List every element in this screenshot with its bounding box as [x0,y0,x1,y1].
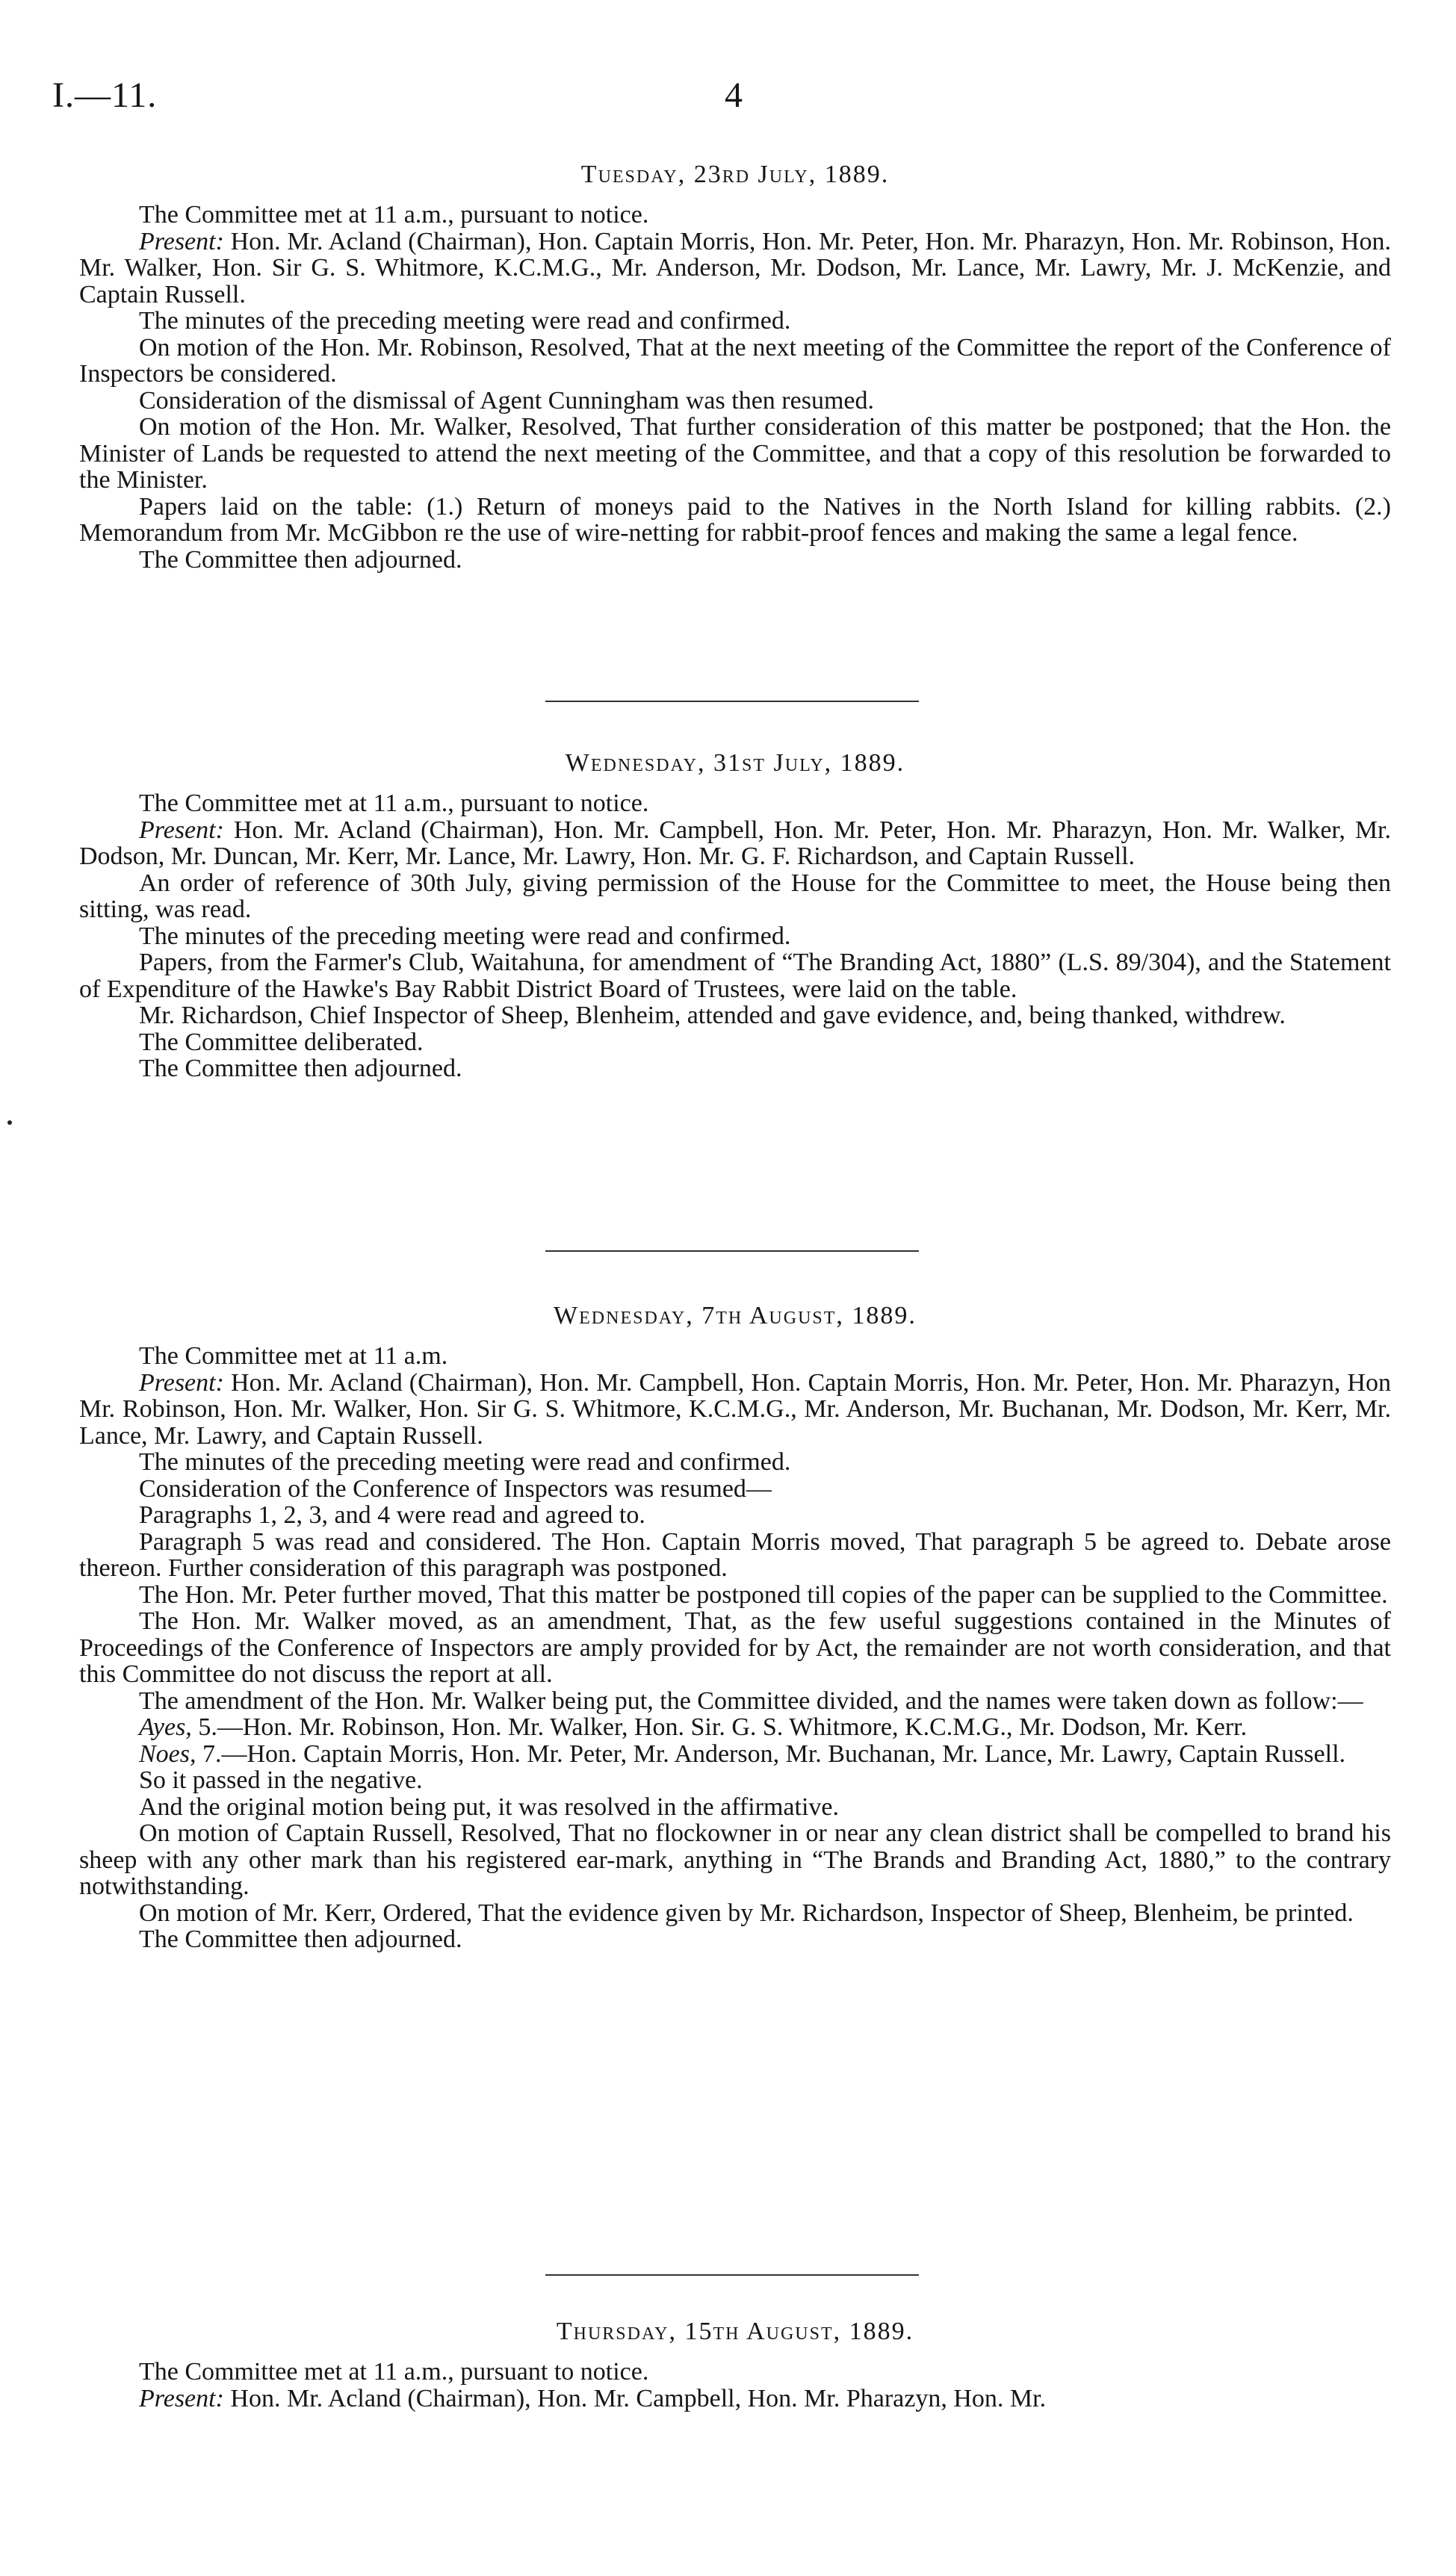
paragraph-text: And the original motion being put, it was resolved in the affirmative. [139,1793,840,1821]
minutes-paragraph [79,1502,1391,1529]
paragraph-text: 5.—Hon. Mr. Robinson, Hon. Mr. Walker, Hon. Sir. G. S. Whitmore, K.C.M.G., Mr. Dodson, Mr. Kerr. [191,1713,1248,1741]
paragraph-text: The Hon. Mr. Walker moved, as an amendment, That, as the few useful suggestions contained in the Minutes of Proceedings of the Conference of Inspectors are amply provided for by Act, the remainder are not worth consideration, and that this Committee do not discuss the report at all. [79,1607,1391,1688]
minutes-paragraph [79,1476,1391,1503]
paragraph-text: 7.—Hon. Captain Morris, Hon. Mr. Peter, Mr. Anderson, Mr. Buchanan, Mr. Lance, Mr. Lawry, Captain Russell. [196,1739,1346,1768]
paragraph-text: The Committee deliberated. [139,1028,424,1056]
minutes-paragraph [79,202,1391,229]
paragraph-text: Consideration of the Conference of Inspectors was resumed— [139,1474,772,1503]
paragraph-text: The Committee then adjourned. [139,545,462,574]
minutes-paragraph [79,1741,1391,1768]
section-date: Wednesday, 31st July, 1889. [565,749,905,777]
paragraph-text: The Committee met at 11 a.m. [139,1342,448,1370]
paragraph-text: The amendment of the Hon. Mr. Walker being put, the Committee divided, and the names were taken down as follow:— [139,1686,1363,1715]
minutes-section-4 [79,2315,1391,2412]
minutes-paragraph [79,547,1391,574]
paragraph-lead: Noes, [139,1739,196,1768]
paper-reference: I.—11. [52,75,158,115]
minutes-paragraph [79,388,1391,415]
minutes-paragraph [79,817,1391,870]
paragraph-text: An order of reference of 30th July, giving permission of the House for the Committee to meet, the House being then sitting, was read. [79,869,1391,923]
section-body [79,202,1391,573]
paragraph-text: Papers laid on the table: (1.) Return of moneys paid to the Natives in the North Island for killing rabbits. (2.) Memorandum from Mr. McGibbon re the use of wire-netting for rabbit-proof fences and making the same a legal fence. [79,492,1391,547]
paragraph-lead: Ayes, [139,1713,192,1741]
minutes-paragraph [79,1055,1391,1082]
page-number: 4 [725,75,743,115]
minutes-paragraph [79,1449,1391,1476]
paragraph-text: Hon. Mr. Acland (Chairman), Hon. Mr. Campbell, Hon. Captain Morris, Hon. Mr. Peter, Hon. Mr. Pharazyn, Hon Mr. Robinson, Hon. Mr. Walker, Hon. Sir G. S. Whitmore, K.C.M.G., Mr. Anderson, Mr. Buchanan, Mr. Dodson, Mr. Kerr, Mr. Lance, Mr. Lawry, and Captain Russell. [79,1368,1391,1450]
section-body [79,1343,1391,1953]
minutes-paragraph [79,1608,1391,1688]
minutes-paragraph [79,790,1391,817]
paragraph-lead: Present: [139,2384,224,2412]
section-divider [545,2274,919,2276]
paragraph-text: Papers, from the Farmer's Club, Waitahuna, for amendment of “The Branding Act, 1880” (L.S. 89/304), and the Statement of Expenditure of the Hawke's Bay Rabbit District Board of Trustees, were laid on the table. [79,949,1391,1003]
paragraph-text: The Committee met at 11 a.m., pursuant to notice. [139,201,649,229]
paragraph-lead: Present: [139,1368,224,1397]
minutes-paragraph [79,1900,1391,1927]
minutes-paragraph [79,1029,1391,1056]
minutes-paragraph [79,1582,1391,1609]
paragraph-text: On motion of Captain Russell, Resolved, That no flockowner in or near any clean district shall be compelled to brand his sheep with any other mark than his registered ear-mark, anything in “The Brands and Branding Act, 1880,” to the contrary notwithstanding. [79,1819,1391,1900]
minutes-paragraph [79,414,1391,494]
paragraph-text: The Committee then adjourned. [139,1925,462,1953]
paragraph-text: On motion of the Hon. Mr. Robinson, Resolved, That at the next meeting of the Committee the report of the Conference of Inspectors be considered. [79,333,1391,388]
section-date: Tuesday, 23rd July, 1889. [580,161,890,188]
paragraph-text: The Hon. Mr. Peter further moved, That this matter be postponed till copies of the paper can be supplied to the Committee. [139,1580,1388,1609]
minutes-paragraph [79,949,1391,1002]
section-body [79,2359,1391,2412]
paragraph-lead: Present: [139,816,224,844]
paragraph-text: So it passed in the negative. [139,1766,423,1794]
minutes-paragraph [79,1714,1391,1741]
minutes-paragraph [79,1688,1391,1715]
paragraph-text: Hon. Mr. Acland (Chairman), Hon. Mr. Campbell, Hon. Mr. Peter, Hon. Mr. Pharazyn, Hon. Mr. Walker, Mr. Dodson, Mr. Duncan, Mr. Kerr, Mr. Lance, Mr. Lawry, Hon. Mr. G. F. Richardson, and Captain Russell. [79,816,1391,870]
paragraph-lead: Present: [139,227,224,255]
paragraph-text: The minutes of the preceding meeting were read and confirmed. [139,307,791,335]
ink-speck [7,1120,12,1125]
paragraph-text: Mr. Richardson, Chief Inspector of Sheep, Blenheim, attended and gave evidence, and, being thanked, withdrew. [139,1002,1286,1029]
minutes-paragraph [79,494,1391,547]
paragraph-text: On motion of Mr. Kerr, Ordered, That the evidence given by Mr. Richardson, Inspector of Sheep, Blenheim, be printed. [139,1899,1354,1927]
minutes-paragraph [79,923,1391,950]
minutes-paragraph [79,229,1391,308]
minutes-paragraph [79,1529,1391,1582]
paragraph-text: The minutes of the preceding meeting were read and confirmed. [139,1448,791,1476]
minutes-paragraph [79,1002,1391,1029]
section-body [79,790,1391,1082]
minutes-paragraph [79,1926,1391,1953]
minutes-paragraph [79,335,1391,388]
minutes-paragraph [79,308,1391,335]
section-divider [545,701,919,702]
section-date: Wednesday, 7th August, 1889. [554,1302,917,1329]
paragraph-text: On motion of the Hon. Mr. Walker, Resolved, That further consideration of this matter be postponed; that the Hon. the Minister of Lands be requested to attend the next meeting of the Committee, and that a copy of this resolution be forwarded to the Minister. [79,413,1391,494]
minutes-section-2 [79,747,1391,1082]
section-divider [545,1250,919,1252]
minutes-paragraph [79,1370,1391,1450]
paragraph-text: Paragraphs 1, 2, 3, and 4 were read and agreed to. [139,1501,645,1529]
paragraph-text: The minutes of the preceding meeting were read and confirmed. [139,922,791,950]
minutes-paragraph [79,2359,1391,2386]
minutes-section-1 [79,158,1391,573]
paragraph-text: Paragraph 5 was read and considered. The Hon. Captain Morris moved, That paragraph 5 be agreed to. Debate arose thereon. Further consideration of this paragraph was postponed. [79,1527,1391,1582]
minutes-paragraph [79,870,1391,923]
paragraph-text: The Committee met at 11 a.m., pursuant to notice. [139,789,649,817]
minutes-paragraph [79,1820,1391,1900]
paragraph-text: Hon. Mr. Acland (Chairman), Hon. Captain Morris, Hon. Mr. Peter, Hon. Mr. Pharazyn, Hon. Mr. Robinson, Hon. Mr. Walker, Hon. Sir G. S. Whitmore, K.C.M.G., Mr. Anderson, Mr. Dodson, Mr. Lance, Mr. Lawry, Mr. J. McKenzie, and Captain Russell. [79,227,1391,308]
paragraph-text: The Committee then adjourned. [139,1055,462,1082]
section-date: Thursday, 15th August, 1889. [556,2318,914,2345]
minutes-section-3 [79,1300,1391,1953]
minutes-paragraph [79,1343,1391,1370]
paragraph-text: Consideration of the dismissal of Agent Cunningham was then resumed. [139,386,874,415]
paragraph-text: Hon. Mr. Acland (Chairman), Hon. Mr. Campbell, Hon. Mr. Pharazyn, Hon. Mr. [223,2384,1047,2412]
minutes-paragraph [79,1794,1391,1821]
minutes-paragraph [79,1767,1391,1794]
minutes-paragraph [79,2386,1391,2412]
paragraph-text: The Committee met at 11 a.m., pursuant to notice. [139,2358,649,2386]
